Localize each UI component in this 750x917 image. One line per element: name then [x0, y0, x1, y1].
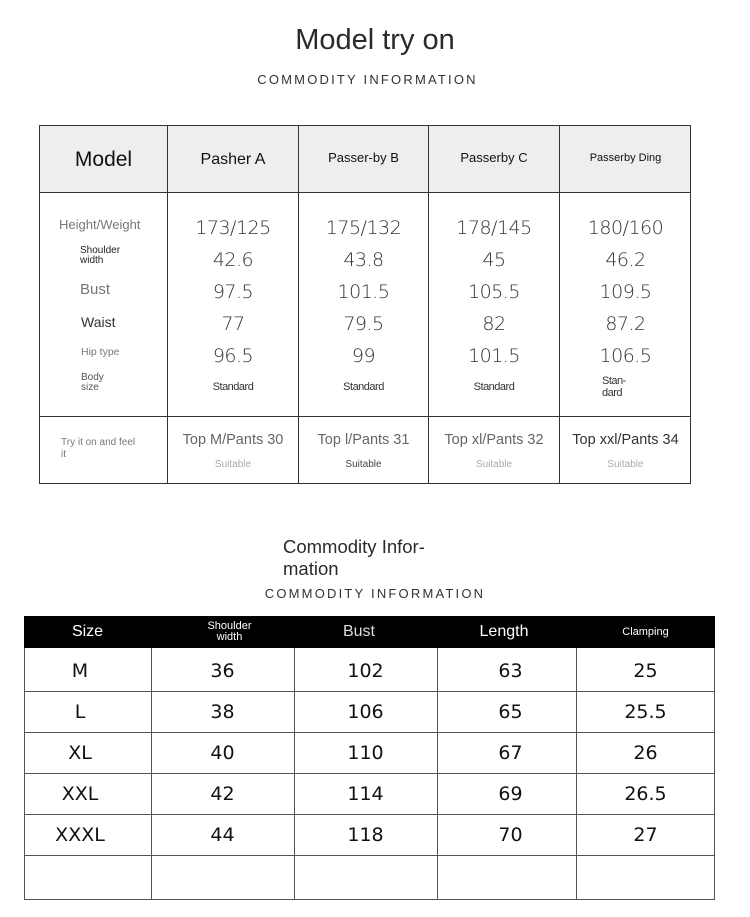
row-label-shoulder-width: Shoulder width: [80, 245, 121, 266]
size-section-subtitle: COMMODITY INFORMATION: [264, 586, 486, 601]
value-cell: 82: [482, 313, 506, 335]
bust-cell: 114: [347, 782, 384, 805]
bust-cell: 106: [347, 700, 384, 723]
page-subtitle: COMMODITY INFORMATION: [257, 72, 478, 87]
clamping-cell: 27: [633, 823, 658, 846]
table-row: [24, 732, 715, 773]
column-header-bust: Bust: [342, 623, 375, 640]
value-cell: 101.5: [468, 345, 520, 367]
length-cell: 63: [498, 659, 523, 682]
header-passer-by-b: Passer-by B: [328, 150, 399, 165]
value-cell: 106.5: [599, 345, 652, 367]
row-divider: [24, 899, 715, 900]
page-title: Model try on: [295, 24, 455, 56]
value-cell: 43.8: [343, 249, 384, 271]
header-pasher-a: Pasher A: [200, 150, 266, 168]
shoulder-cell: 36: [210, 659, 235, 682]
fit-size-cell: Top xl/Pants 32: [444, 432, 544, 448]
fit-suitable-cell: Suitable: [607, 459, 644, 470]
value-cell: 109.5: [599, 281, 652, 303]
value-cell: 173/125: [195, 217, 271, 239]
value-cell: 178/145: [456, 217, 532, 239]
row-divider: [40, 416, 690, 417]
bust-cell: 110: [347, 741, 384, 764]
row-label-height-weight: Height/Weight: [59, 217, 141, 232]
bust-cell: 102: [347, 659, 384, 682]
value-cell: 46.2: [605, 249, 646, 271]
shoulder-cell: 40: [210, 741, 235, 764]
size-section-title: Commodity Infor-mation: [283, 536, 425, 579]
value-cell: 105.5: [468, 281, 520, 303]
value-cell: 97.5: [212, 281, 254, 303]
fit-size-cell: Top l/Pants 31: [317, 432, 410, 448]
column-header-length: Length: [479, 623, 529, 640]
row-label-body-size: Body size: [81, 372, 104, 393]
fit-suitable-cell: Suitable: [345, 459, 382, 470]
length-cell: 69: [498, 782, 523, 805]
column-header-size: Size: [71, 623, 104, 640]
column-header-shoulder-width: Shoulder width: [207, 620, 252, 643]
value-cell: 45: [482, 249, 506, 271]
value-cell: Stan-dard: [602, 375, 626, 399]
clamping-cell: 26: [633, 741, 658, 764]
row-divider: [24, 855, 714, 856]
table-row: [24, 814, 715, 855]
value-cell: 42.6: [212, 249, 254, 271]
value-cell: 101.5: [337, 281, 390, 303]
header-passerby-c: Passerby C: [460, 150, 528, 165]
fit-size-cell: Top M/Pants 30: [182, 432, 284, 448]
fit-suitable-cell: Suitable: [475, 459, 513, 470]
value-cell: Standard: [473, 381, 515, 393]
bust-cell: 118: [347, 823, 384, 846]
length-cell: 65: [498, 700, 523, 723]
clamping-cell: 26.5: [624, 782, 667, 805]
value-cell: 77: [221, 313, 245, 335]
value-cell: Standard: [343, 381, 384, 393]
row-label-bust: Bust: [80, 281, 111, 298]
value-cell: 96.5: [212, 345, 254, 367]
value-cell: 87.2: [605, 313, 646, 335]
value-cell: 180/160: [587, 217, 664, 239]
size-cell: XXXL: [55, 823, 105, 846]
length-cell: 70: [498, 823, 523, 846]
value-cell: 175/132: [325, 217, 402, 239]
size-cell: XXL: [61, 782, 99, 805]
size-cell: XL: [68, 741, 92, 764]
size-cell: M: [71, 659, 89, 682]
length-cell: 67: [498, 741, 523, 764]
value-cell: Standard: [212, 381, 254, 393]
clamping-cell: 25: [633, 659, 658, 682]
size-chart-table: [24, 616, 715, 899]
fit-suitable-cell: Suitable: [214, 459, 252, 470]
size-cell: L: [74, 700, 86, 723]
shoulder-cell: 42: [210, 782, 235, 805]
clamping-cell: 25.5: [624, 700, 667, 723]
row-label-hip-type: Hip type: [81, 346, 120, 358]
shoulder-cell: 38: [210, 700, 235, 723]
column-header-clamping: Clamping: [622, 625, 669, 638]
shoulder-cell: 44: [210, 823, 235, 846]
fit-size-cell: Top xxl/Pants 34: [572, 432, 679, 448]
header-model: Model: [74, 147, 133, 171]
table-row: [24, 650, 715, 691]
model-try-on-table: [39, 125, 691, 484]
header-passerby-ding: Passerby Ding: [589, 151, 662, 164]
table-row: [24, 691, 715, 732]
value-cell: 99: [351, 345, 376, 367]
row-label-try-it-on: Try it on and feel it: [61, 437, 136, 460]
table-row: [24, 773, 715, 814]
value-cell: 79.5: [343, 313, 384, 335]
row-label-waist: Waist: [81, 314, 116, 330]
